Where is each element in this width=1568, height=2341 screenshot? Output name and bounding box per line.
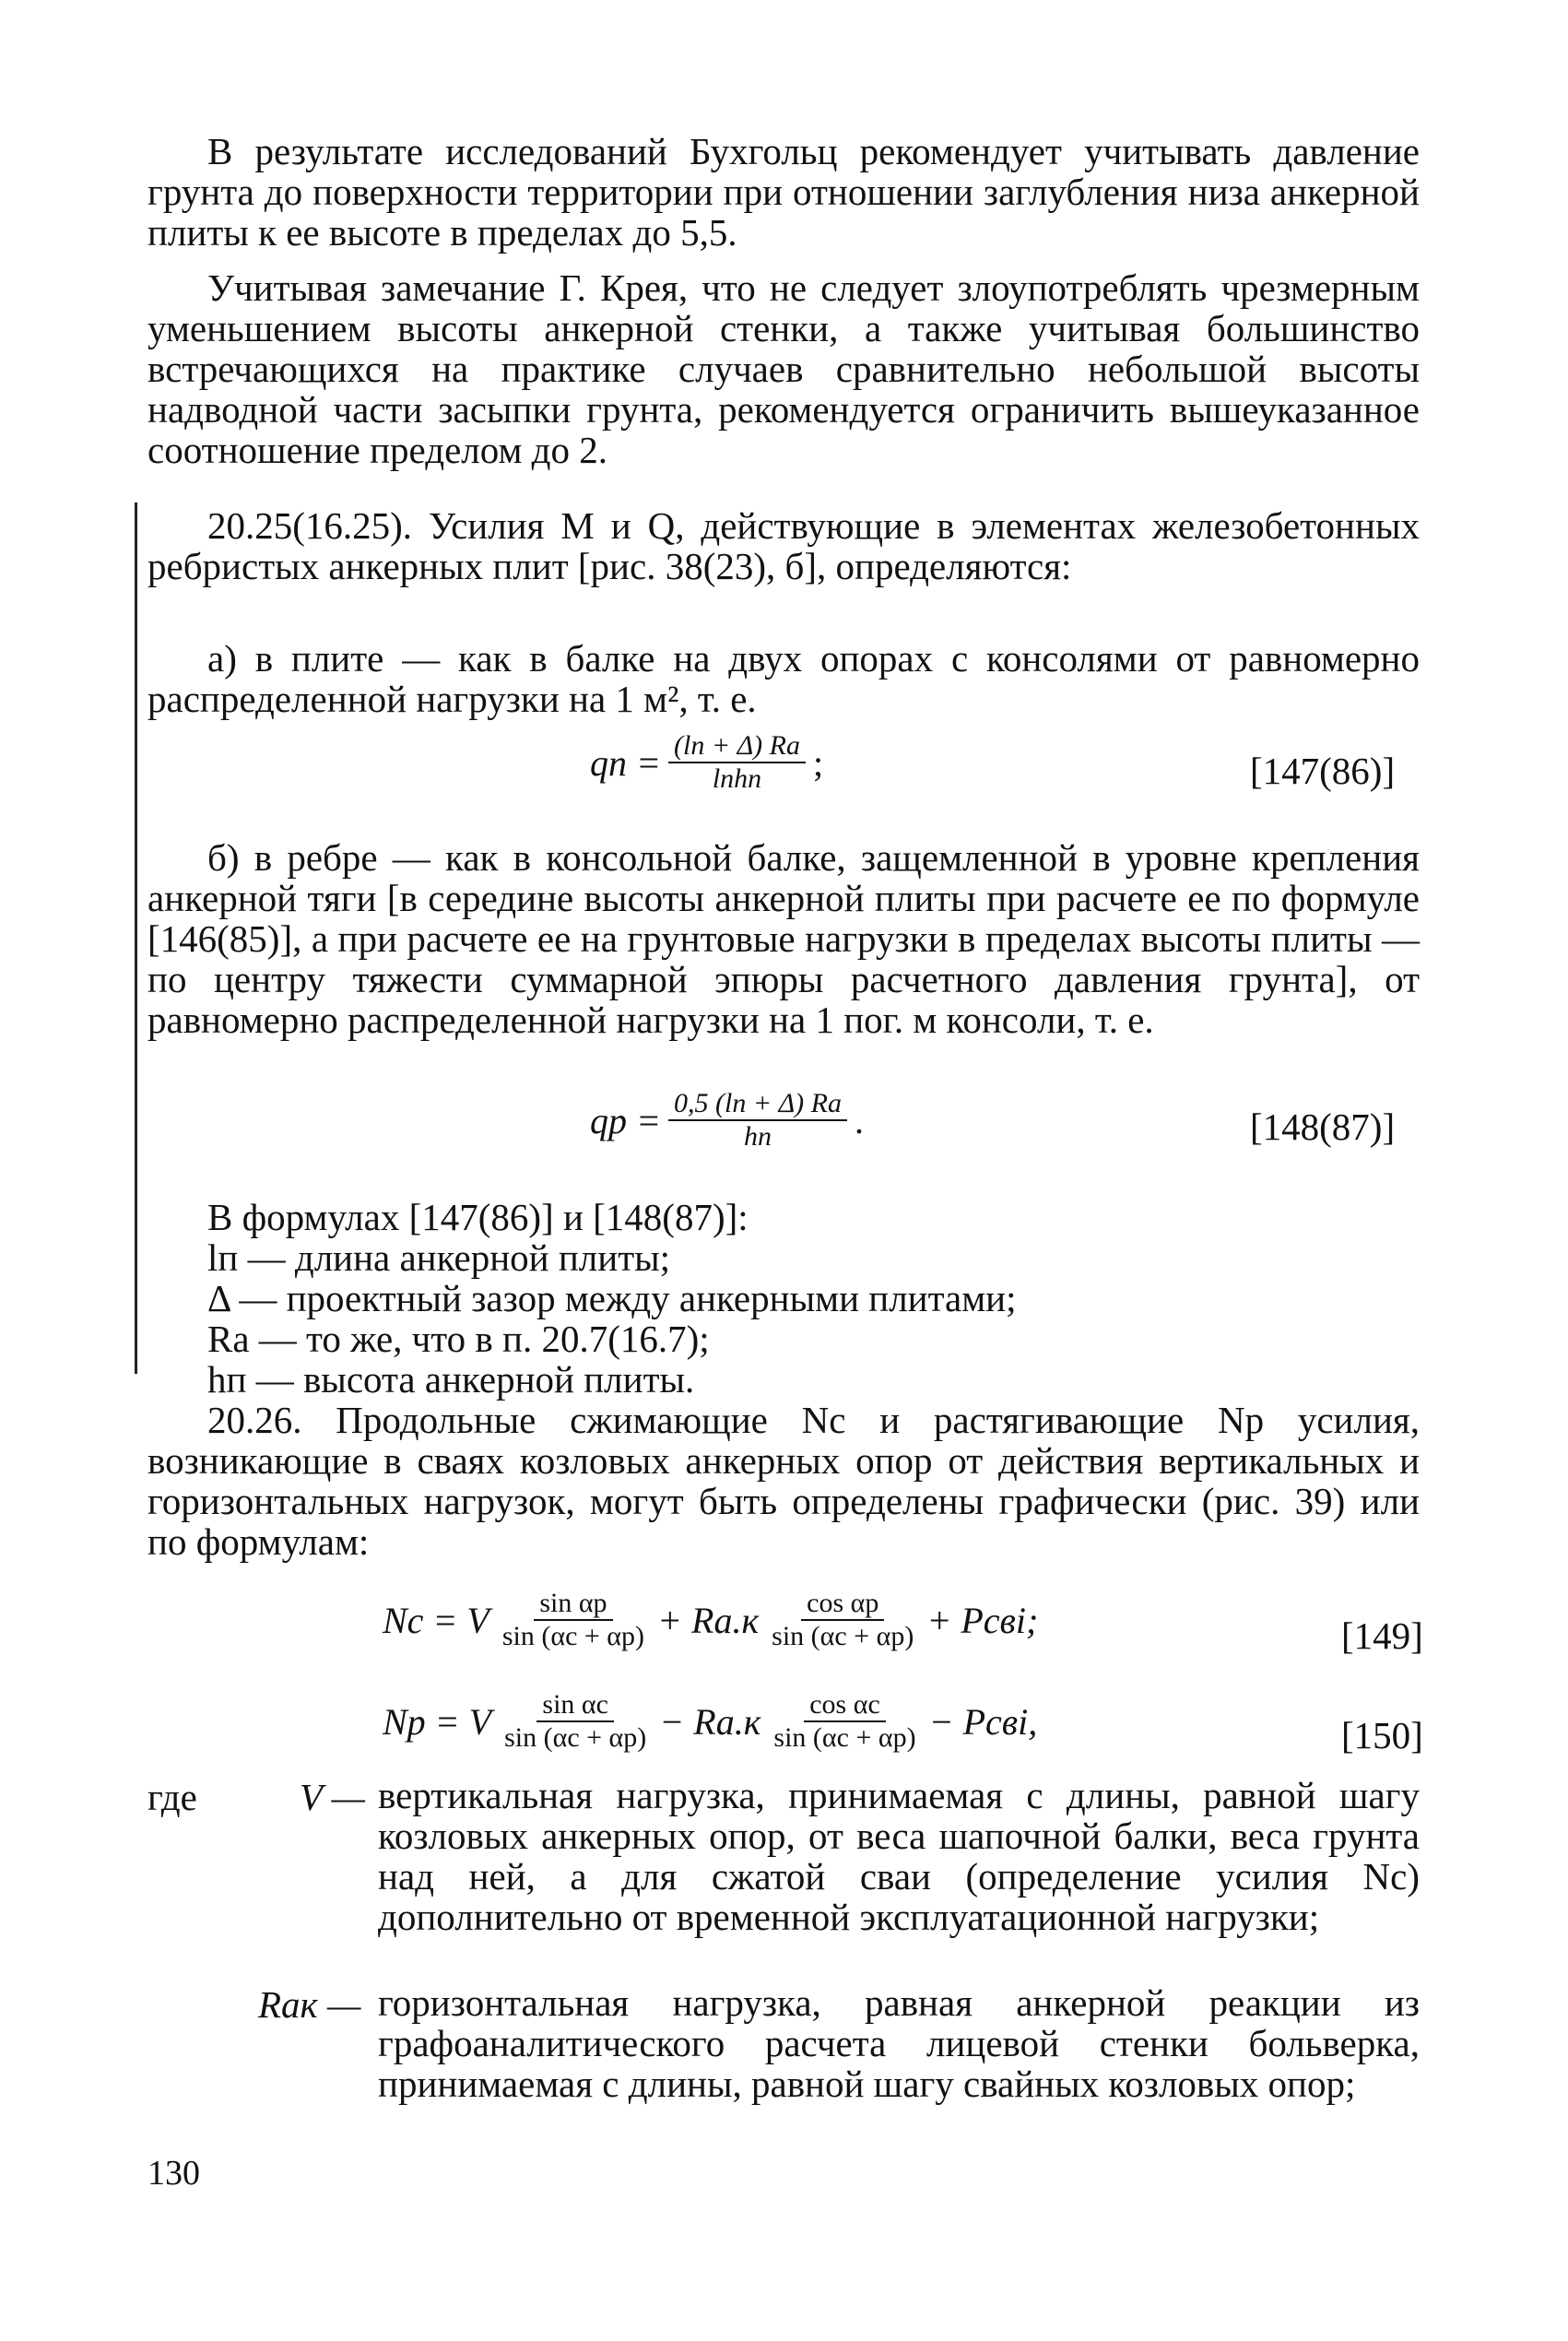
definition-ra: Rа — то же, что в п. 20.7(16.7);: [207, 1318, 710, 1360]
equation-number-150: [150]: [1341, 1714, 1423, 1756]
definitions-intro: В формулах [147(86)] и [148(87)]:: [207, 1196, 749, 1238]
formula-150: [383, 1689, 1037, 1754]
formula-150-lhs: Nр = V: [383, 1700, 492, 1743]
formula-150-denominator-1: sin (αс + αр): [504, 1722, 647, 1753]
formula-148-denominator: hп: [744, 1121, 772, 1152]
formula-150-numerator-2: cos αс: [804, 1689, 886, 1722]
formula-150-tail: − Pсвi,: [928, 1700, 1038, 1743]
term-rak: [258, 1982, 360, 2027]
paragraph-rib-case: б) в ребре — как в консольной балке, защемленной в уровне крепления анкерной тяги [в середине высоты анкерной плиты при расчете ее по формуле [146(85)], а при расчете ее на грунтовые нагрузки в пределах высоты плиты — по центру тяжести суммарной эпюры расчетного давления грунта], от равномерно распределенной нагрузки на 1 пог. м консоли, т. е.: [147, 836, 1420, 1041]
formula-148-lhs: qр =: [590, 1099, 661, 1141]
page-number: 130: [147, 2154, 200, 2193]
paragraph-plate-case: а) в плите — как в балке на двух опорах с консолями от равномерно распределенной нагрузки на 1 м², т. е.: [147, 637, 1420, 720]
formula-149-lhs: Nс = V: [383, 1599, 489, 1641]
paragraph-20-25: 20.25(16.25). Усилия M и Q, действующие в элементах железобетонных ребристых анкерных плит [рис. 38(23), б], определяются:: [147, 504, 1420, 587]
formula-148-fraction: [668, 1088, 847, 1153]
formula-148: [590, 1088, 864, 1153]
formula-147: [590, 730, 823, 795]
definition-rak: горизонтальная нагрузка, равная анкерной реакции из графоаналитического расчета лицевой стенки больверка, принимаемая с длины, равной шагу свайных козловых опор;: [378, 1981, 1420, 2105]
formula-147-lhs: qп =: [590, 741, 661, 784]
term-v-symbol: V —: [300, 1776, 366, 1818]
definition-lp: lп — длина анкерной плиты;: [207, 1236, 671, 1279]
formula-147-fraction: [668, 730, 806, 795]
margin-bar: [135, 502, 137, 1374]
formula-150-fraction-1: [499, 1689, 652, 1754]
equation-number-149: [149]: [1341, 1614, 1423, 1657]
formula-149-denominator-2: sin (αс + αр): [772, 1621, 914, 1651]
formula-149-denominator-1: sin (αс + αр): [501, 1621, 645, 1651]
paragraph-krey: Учитывая замечание Г. Крея, что не следует злоупотреблять чрезмерным уменьшением высоты анкерной стенки, а также учитывая большинство встречающихся на практике случаев сравнительно небольшой высоты надводной части засыпки грунта, рекомендуется ограничить вышеуказанное соотношение пределом до 2.: [147, 266, 1420, 471]
formula-150-numerator-1: sin αс: [536, 1689, 614, 1722]
formula-149-numerator-2: cos αр: [801, 1588, 884, 1621]
formula-149-numerator-1: sin αр: [534, 1588, 612, 1621]
formula-149: [383, 1588, 1038, 1652]
formula-147-denominator: lпhп: [712, 763, 762, 794]
formula-149-middle: + Rа.к: [657, 1599, 760, 1641]
formula-149-fraction-2: [766, 1588, 919, 1652]
formula-150-middle: − Rа.к: [659, 1700, 761, 1743]
equation-number-148: [148(87)]: [1250, 1105, 1396, 1148]
formula-148-numerator: 0,5 (lп + Δ) Rа: [668, 1088, 847, 1121]
where-label: где: [147, 1776, 197, 1818]
formula-148-tail: .: [855, 1099, 864, 1141]
definition-hp: hп — высота анкерной плиты.: [207, 1358, 695, 1401]
formula-147-numerator: (lп + Δ) Rа: [668, 730, 806, 763]
definition-v: вертикальная нагрузка, принимаемая с длины, равной шагу козловых анкерных опор, от веса шапочной балки, веса грунта над ней, а для сжатой сваи (определение усилия Nс) дополнительно от временной эксплуатационной нагрузки;: [378, 1774, 1420, 1938]
formula-149-fraction-1: [497, 1588, 650, 1652]
term-rak-symbol: Rак —: [258, 1983, 361, 2026]
term-v: [300, 1775, 365, 1819]
definition-delta: Δ — проектный зазор между анкерными плитами;: [207, 1277, 1017, 1319]
paragraph-20-26: 20.26. Продольные сжимающие Nс и растягивающие Nр усилия, возникающие в сваях козловых анкерных опор от действия вертикальных и горизонтальных нагрузок, могут быть определены графически (рис. 39) или по формулам:: [147, 1399, 1420, 1563]
formula-147-tail: ;: [813, 741, 824, 784]
formula-150-denominator-2: sin (αс + αр): [773, 1722, 916, 1753]
formula-definitions: [147, 1197, 1420, 1400]
paragraph-buchholz: В результате исследований Бухгольц рекомендует учитывать давление грунта до поверхности территории при отношении заглубления низа анкерной плиты к ее высоте в пределах до 5,5.: [147, 130, 1420, 254]
formula-149-tail: + Pсвi;: [926, 1599, 1039, 1641]
equation-number-147: [147(86)]: [1250, 750, 1396, 792]
formula-150-fraction-2: [768, 1689, 921, 1754]
